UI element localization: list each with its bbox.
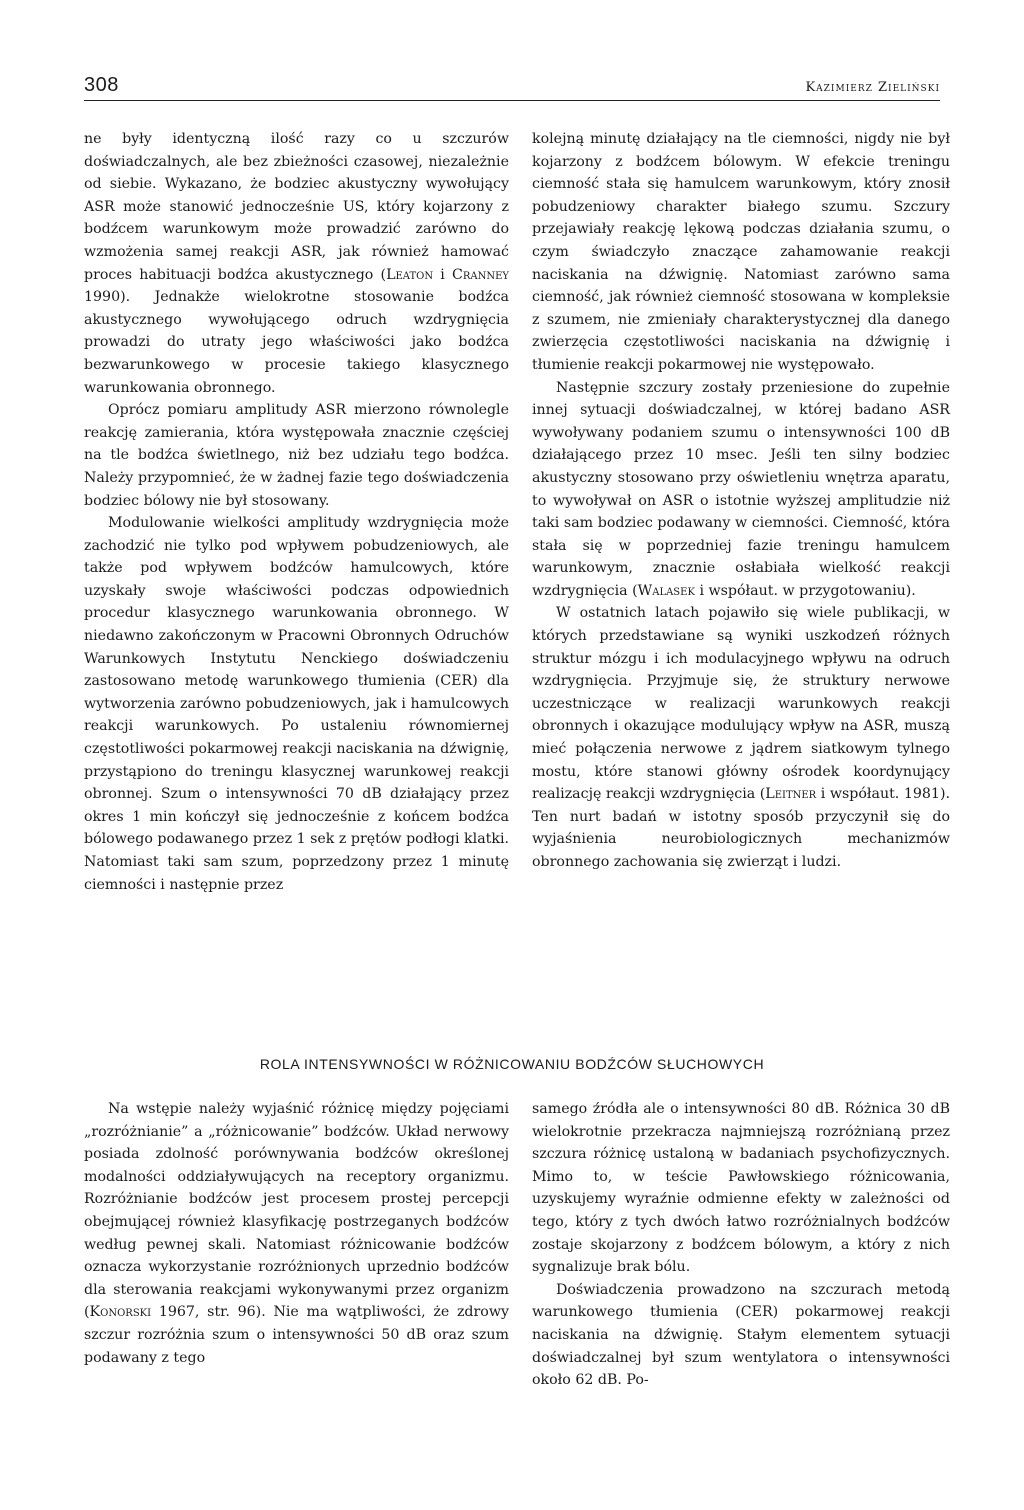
paragraph: Doświadczenia prowadzono na szczurach metodą warunkowego tłumienia (CER) pokarmowej reakcji naciskania na dźwignię. Stałym elementem sytuacji doświadczalnej był szum wentylatora o intensywności około 62 dB. Po- <box>532 1281 950 1389</box>
paragraph: Na wstępie należy wyjaśnić różnicę między pojęciami „rozróżnianie” a „różnicowanie” bodźców. Układ nerwowy posiada zdolność porównywania bodźców określonej modalności oddziaływujących na receptory organizmu. Rozróżnianie bodźców jest procesem prostej percepcji obejmującej również klasyfikację postrzeganych bodźców według pewnej skali. Natomiast różnicowanie bodźców oznacza wykorzystanie rozróżnionych uprzednio bodźców dla sterowania reakcjami wykonywanymi przez organizm (Konorski 1967, str. 96). Nie ma wątpliwości, że zdrowy szczur rozróżnia szum o intensywności 50 dB oraz szum podawany z tego <box>84 1101 509 1366</box>
paragraph: Oprócz pomiaru amplitudy ASR mierzono równolegle reakcję zamierania, która występowała znacznie częściej na tle bodźca świetlnego, niż bez udziału tego bodźca. Należy przypomnieć, że w żadnej fazie tego doświadczenia bodziec bólowy nie był stosowany. <box>84 402 509 509</box>
paragraph: Następnie szczury zostały przeniesione do zupełnie innej sytuacji doświadczalnej, w której badano ASR wywoływany podaniem szumu o intensywności 100 dB działającego przez 10 msec. Jeśli ten silny bodziec akustyczny stosowano przy oświetleniu wnętrza aparatu, to wywoływał on ASR o istotnie wyższej amplitudzie niż taki sam bodziec podawany w ciemności. Ciemność, która stała się w poprzedniej fazie treningu hamulcem warunkowym, znacznie osłabiała wielkość reakcji wzdrygnięcia (Walasek i współaut. w przygotowaniu). <box>532 379 950 599</box>
citation-author: Leaton <box>386 266 434 283</box>
running-head-author: Kazimierz Zieliński <box>805 80 940 95</box>
page-number: 308 <box>84 74 119 96</box>
citation-author: Leitner <box>765 786 817 803</box>
paragraph: samego źródła ale o intensywności 80 dB. Różnica 30 dB wielokrotnie przekracza najmniejszą rozróżnianą przez szczura różnicę ustaloną w badaniach psychofizycznych. Mimo to, w teście Pawłowskiego różnicowania, uzyskujemy wyraźnie odmienne efekty w zależności od tego, który z tych dwóch łatwo rozróżnialnych bodźców zostaje skojarzony z bodźcem bólowym, a który z nich sygnalizuje brak bólu. <box>532 1101 950 1276</box>
section-title: ROLA INTENSYWNOŚCI W RÓŻNICOWANIU BODŹCÓW SŁUCHOWYCH <box>259 1056 765 1072</box>
top-left-column <box>84 128 509 896</box>
citation-author: Konorski <box>89 1304 152 1321</box>
bottom-right-column <box>532 1098 950 1392</box>
header-rule <box>84 100 940 101</box>
paragraph: Modulowanie wielkości amplitudy wzdrygnięcia może zachodzić nie tylko pod wpływem pobudzeniowych, ale także pod wpływem bodźców hamulcowych, które uzyskały swoje właściwości podczas odpowiednich procedur klasycznego warunkowania obronnego. W niedawno zakończonym w Pracowni Obronnych Odruchów Warunkowych Instytutu Nenckiego doświadczeniu zastosowano metodę warunkowego tłumienia (CER) dla wytworzenia zarówno pobudzeniowych, jak i hamulcowych reakcji warunkowych. Po ustaleniu równomiernej częstotliwości pokarmowej reakcji naciskania na dźwignię, przystąpiono do treningu klasycznej warunkowej reakcji obronnej. Szum o intensywności 70 dB działający przez okres 1 min kończył się jednocześnie z końcem bodźca bólowego podawanego przez 1 sek z prętów podłogi klatki. Natomiast taki sam szum, poprzedzony przez 1 minutę ciemności i następnie przez <box>84 515 509 893</box>
citation-author: Walasek <box>637 582 695 599</box>
top-right-column <box>532 128 950 874</box>
citation-author: Cranney <box>451 266 509 283</box>
paragraph: W ostatnich latach pojawiło się wiele publikacji, w których przedstawiane są wyniki uszkodzeń różnych struktur mózgu i ich modulacyjnego wpływu na odruch wzdrygnięcia. Przyjmuje się, że struktury nerwowe uczestniczące w realizacji warunkowych reakcji obronnych i okazujące modulujący wpływ na ASR, muszą mieć połączenia nerwowe z jądrem siatkowym tylnego mostu, które stanowi główny ośrodek koordynujący realizację reakcji wzdrygnięcia (Leitner i współaut. 1981). Ten nurt badań w istotny sposób przyczynił się do wyjaśnienia neurobiologicznych mechanizmów obronnego zachowania się zwierząt i ludzi. <box>532 605 950 870</box>
bottom-left-column <box>84 1098 509 1369</box>
paragraph: ne były identyczną ilość razy co u szczurów doświadczalnych, ale bez zbieżności czasowej, niezależnie od siebie. Wykazano, że bodziec akustyczny wywołujący ASR może stanowić jednocześnie US, który kojarzony z bodźcem warunkowym może prowadzić zarówno do wzmożenia samej reakcji ASR, jak również hamować proces habituacji bodźca akustycznego (Leaton i Cranney 1990). Jednakże wielokrotne stosowanie bodźca akustycznego wywołującego odruch wzdrygnięcia prowadzi do utraty jego właściwości jako bodźca bezwarunkowego w procesie takiego klasycznego warunkowania obronnego. <box>84 131 509 396</box>
paragraph: kolejną minutę działający na tle ciemności, nigdy nie był kojarzony z bodźcem bólowym. W efekcie treningu ciemność stała się hamulcem warunkowym, który znosił pobudzeniowy charakter białego szumu. Szczury przejawiały reakcję lękową podczas działania szumu, o czym świadczyło znaczące zahamowanie reakcji naciskania na dźwignię. Natomiast zarówno sama ciemność, jak również ciemność stosowana w kompleksie z szumem, nie zmieniały charakterystycznej dla danego zwierzęcia częstotliwości naciskania na dźwignię i tłumienie reakcji pokarmowej nie występowało. <box>532 131 950 373</box>
